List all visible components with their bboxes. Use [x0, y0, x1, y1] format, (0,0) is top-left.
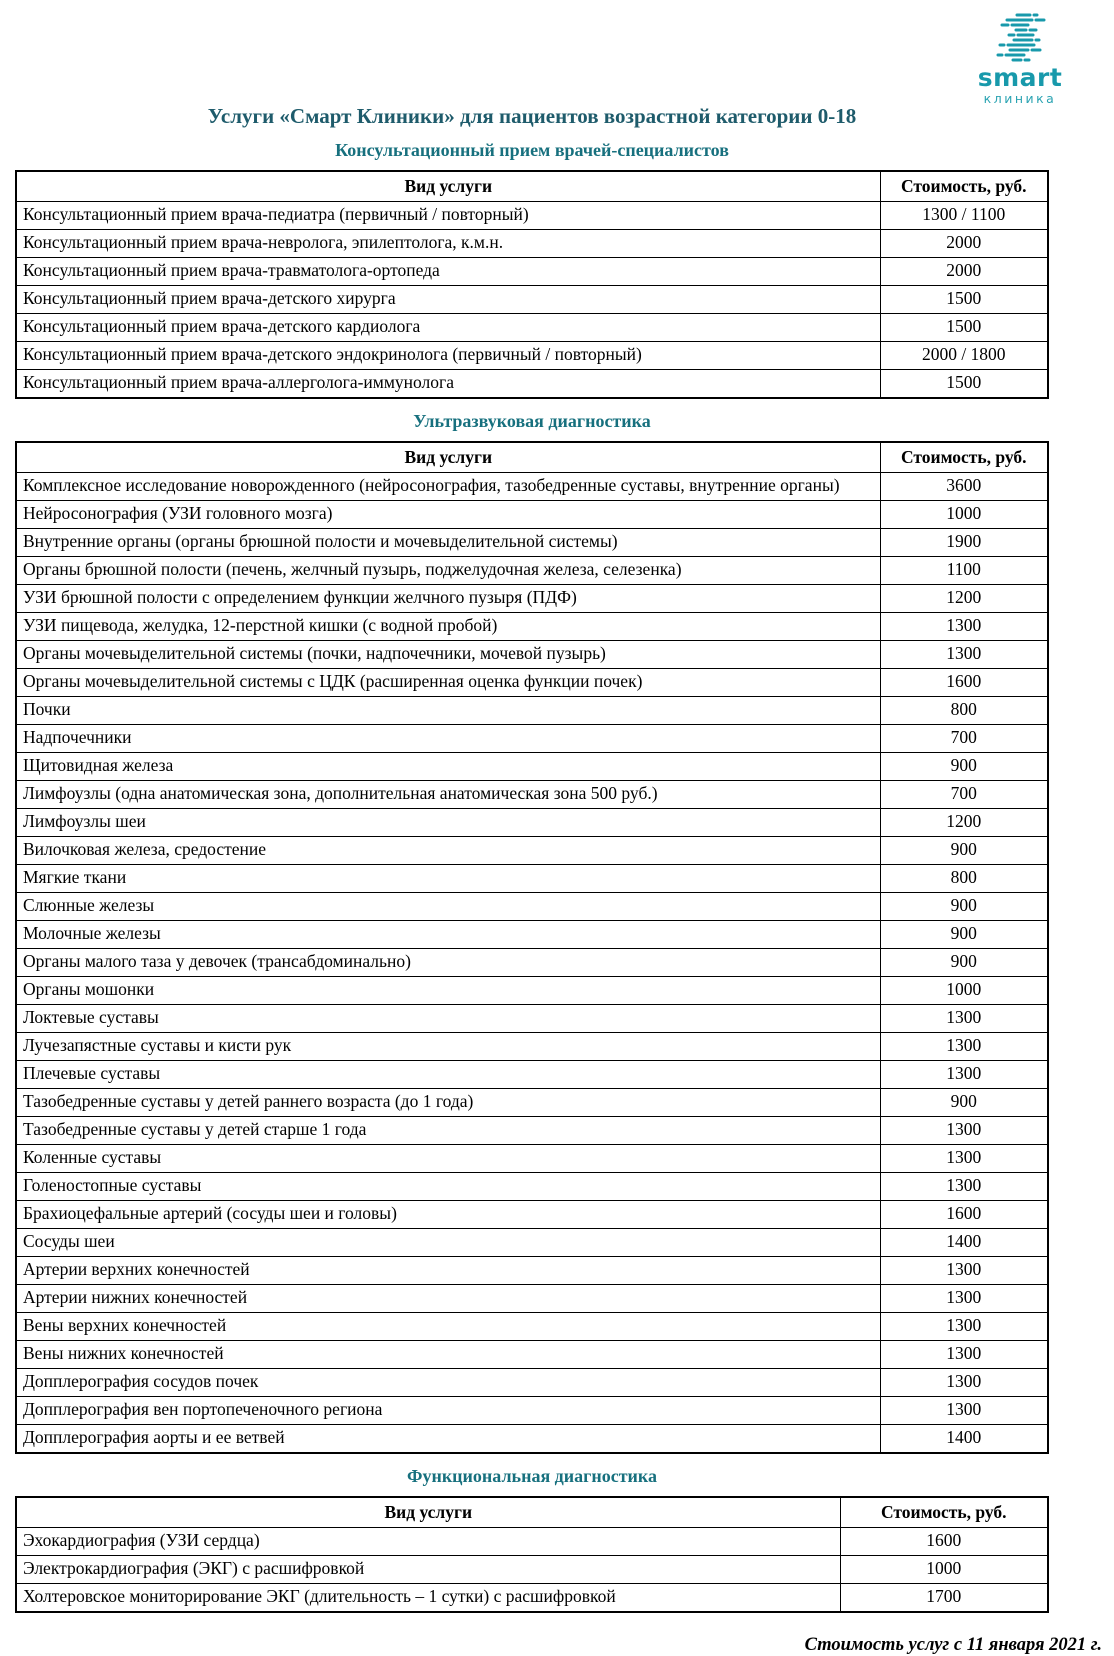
service-name-cell: Органы малого таза у девочек (трансабдоминально): [16, 948, 880, 976]
service-name-cell: Допплерография вен портопеченочного региона: [16, 1396, 880, 1424]
section-title: Функциональная диагностика: [406, 1465, 658, 1486]
column-header-service: Вид услуги: [16, 442, 880, 473]
header-row: [16, 1497, 1048, 1528]
price-cell: 1200: [880, 808, 1048, 836]
service-name-cell: Голеностопные суставы: [16, 1172, 880, 1200]
service-name-cell: Сосуды шеи: [16, 1228, 880, 1256]
price-cell: 1000: [880, 976, 1048, 1004]
price-cell: 3600: [880, 472, 1048, 500]
service-name-cell: Вилочковая железа, средостение: [16, 836, 880, 864]
price-row: [16, 892, 1048, 920]
price-row: [16, 1004, 1048, 1032]
price-table: [15, 441, 1049, 1454]
service-name-cell: Вены верхних конечностей: [16, 1312, 880, 1340]
service-name-cell: Плечевые суставы: [16, 1060, 880, 1088]
price-row: [16, 285, 1048, 313]
price-cell: 1600: [840, 1527, 1048, 1555]
service-name-cell: Артерии верхних конечностей: [16, 1256, 880, 1284]
price-section: [15, 141, 1049, 399]
service-name-cell: Консультационный прием врача-травматолога-ортопеда: [16, 257, 880, 285]
column-header-service: Вид услуги: [16, 1497, 840, 1528]
price-cell: 1700: [840, 1583, 1048, 1612]
price-row: [16, 201, 1048, 229]
clinic-logo: [970, 12, 1070, 106]
price-row: [16, 948, 1048, 976]
service-name-cell: Консультационный прием врача-детского хирурга: [16, 285, 880, 313]
service-name-cell: Органы мочевыделительной системы с ЦДК (расширенная оценка функции почек): [16, 668, 880, 696]
price-cell: 900: [880, 892, 1048, 920]
price-cell: 900: [880, 752, 1048, 780]
header-row: [16, 171, 1048, 202]
service-name-cell: Комплексное исследование новорожденного (нейросонография, тазобедренные суставы, внутренние органы): [16, 472, 880, 500]
service-name-cell: УЗИ брюшной полости с определением функции желчного пузыря (ПДФ): [16, 584, 880, 612]
price-cell: 1300: [880, 640, 1048, 668]
service-name-cell: Почки: [16, 696, 880, 724]
price-cell: 1300: [880, 1172, 1048, 1200]
price-cell: 1400: [880, 1228, 1048, 1256]
service-name-cell: Лимфоузлы (одна анатомическая зона, дополнительная анатомическая зона 500 руб.): [16, 780, 880, 808]
service-name-cell: Мягкие ткани: [16, 864, 880, 892]
service-name-cell: Нейросонография (УЗИ головного мозга): [16, 500, 880, 528]
price-cell: 800: [880, 864, 1048, 892]
service-name-cell: Консультационный прием врача-невролога, эпилептолога, к.м.н.: [16, 229, 880, 257]
service-name-cell: УЗИ пищевода, желудка, 12-перстной кишки (с водной пробой): [16, 612, 880, 640]
price-row: [16, 1144, 1048, 1172]
column-header-service: Вид услуги: [16, 171, 880, 202]
service-name-cell: Вены нижних конечностей: [16, 1340, 880, 1368]
price-cell: 900: [880, 1088, 1048, 1116]
service-name-cell: Лимфоузлы шеи: [16, 808, 880, 836]
price-cell: 1300: [880, 1004, 1048, 1032]
price-cell: 1300: [880, 1340, 1048, 1368]
price-row: [16, 1555, 1048, 1583]
price-row: [16, 612, 1048, 640]
price-cell: 1900: [880, 528, 1048, 556]
price-cell: 1300: [880, 1368, 1048, 1396]
service-name-cell: Артерии нижних конечностей: [16, 1284, 880, 1312]
price-row: [16, 257, 1048, 285]
price-cell: 2000: [880, 257, 1048, 285]
price-section: [15, 412, 1049, 1454]
price-row: [16, 864, 1048, 892]
price-row: [16, 1200, 1048, 1228]
service-name-cell: Электрокардиография (ЭКГ) с расшифровкой: [16, 1555, 840, 1583]
price-cell: 900: [880, 836, 1048, 864]
price-sections: [15, 141, 1049, 1612]
price-cell: 1000: [880, 500, 1048, 528]
price-row: [16, 1424, 1048, 1453]
price-row: [16, 1396, 1048, 1424]
price-row: [16, 1088, 1048, 1116]
service-name-cell: Консультационный прием врача-детского кардиолога: [16, 313, 880, 341]
service-name-cell: Допплерография сосудов почек: [16, 1368, 880, 1396]
price-row: [16, 1228, 1048, 1256]
section-title: Ультразвуковая диагностика: [413, 410, 651, 431]
price-cell: 1300: [880, 1312, 1048, 1340]
service-name-cell: Консультационный прием врача-педиатра (первичный / повторный): [16, 201, 880, 229]
service-name-cell: Эхокардиография (УЗИ сердца): [16, 1527, 840, 1555]
price-cell: 1300: [880, 1116, 1048, 1144]
service-name-cell: Холтеровское мониторирование ЭКГ (длительность – 1 сутки) с расшифровкой: [16, 1583, 840, 1612]
price-table: [15, 170, 1049, 399]
price-row: [16, 976, 1048, 1004]
price-row: [16, 556, 1048, 584]
column-header-price: Стоимость, руб.: [840, 1497, 1048, 1528]
price-row: [16, 1312, 1048, 1340]
price-row: [16, 341, 1048, 369]
price-row: [16, 1060, 1048, 1088]
service-name-cell: Лучезапястные суставы и кисти рук: [16, 1032, 880, 1060]
column-header-price: Стоимость, руб.: [880, 171, 1048, 202]
price-cell: 700: [880, 780, 1048, 808]
logo-subtitle-text: клиника: [983, 91, 1057, 106]
price-row: [16, 836, 1048, 864]
header-row: [16, 442, 1048, 473]
service-name-cell: Органы брюшной полости (печень, желчный пузырь, поджелудочная железа, селезенка): [16, 556, 880, 584]
price-cell: 1300: [880, 1060, 1048, 1088]
price-row: [16, 528, 1048, 556]
price-row: [16, 500, 1048, 528]
service-name-cell: Органы мочевыделительной системы (почки, надпочечники, мочевой пузырь): [16, 640, 880, 668]
service-name-cell: Консультационный прием врача-аллерголога-иммунолога: [16, 369, 880, 398]
effective-date-note: Стоимость услуг с 11 января 2021 г.: [804, 1634, 1102, 1655]
service-name-cell: Щитовидная железа: [16, 752, 880, 780]
price-cell: 1600: [880, 668, 1048, 696]
price-table: [15, 1496, 1049, 1613]
price-row: [16, 1284, 1048, 1312]
price-cell: 1400: [880, 1424, 1048, 1453]
price-cell: 1300: [880, 1396, 1048, 1424]
price-row: [16, 668, 1048, 696]
price-row: [16, 584, 1048, 612]
price-row: [16, 808, 1048, 836]
price-cell: 1000: [840, 1555, 1048, 1583]
price-cell: 900: [880, 920, 1048, 948]
price-row: [16, 752, 1048, 780]
price-cell: 1300: [880, 1284, 1048, 1312]
price-row: [16, 229, 1048, 257]
price-cell: 1300: [880, 1032, 1048, 1060]
service-name-cell: Надпочечники: [16, 724, 880, 752]
logo-brand-text: smart: [977, 63, 1063, 92]
smart-logo-icon: [970, 12, 1070, 64]
price-cell: 1300: [880, 612, 1048, 640]
price-row: [16, 640, 1048, 668]
page-title: Услуги «Смарт Клиники» для пациентов возрастной категории 0-18: [207, 104, 857, 128]
price-cell: 1100: [880, 556, 1048, 584]
price-cell: 1500: [880, 285, 1048, 313]
price-cell: 900: [880, 948, 1048, 976]
price-row: [16, 1032, 1048, 1060]
service-name-cell: Внутренние органы (органы брюшной полости и мочевыделительной системы): [16, 528, 880, 556]
column-header-price: Стоимость, руб.: [880, 442, 1048, 473]
price-row: [16, 696, 1048, 724]
price-row: [16, 472, 1048, 500]
price-row: [16, 369, 1048, 398]
price-row: [16, 1583, 1048, 1612]
service-name-cell: Слюнные железы: [16, 892, 880, 920]
price-cell: 1300: [880, 1256, 1048, 1284]
price-cell: 1600: [880, 1200, 1048, 1228]
price-row: [16, 724, 1048, 752]
price-row: [16, 1172, 1048, 1200]
price-row: [16, 1368, 1048, 1396]
price-cell: 1200: [880, 584, 1048, 612]
price-cell: 1500: [880, 369, 1048, 398]
price-row: [16, 313, 1048, 341]
service-name-cell: Коленные суставы: [16, 1144, 880, 1172]
price-cell: 1300 / 1100: [880, 201, 1048, 229]
price-row: [16, 780, 1048, 808]
price-row: [16, 1527, 1048, 1555]
price-row: [16, 1256, 1048, 1284]
price-section: [15, 1467, 1049, 1613]
service-name-cell: Консультационный прием врача-детского эндокринолога (первичный / повторный): [16, 341, 880, 369]
section-title: Консультационный прием врачей-специалистов: [335, 140, 729, 161]
service-name-cell: Молочные железы: [16, 920, 880, 948]
price-cell: 700: [880, 724, 1048, 752]
price-cell: 800: [880, 696, 1048, 724]
price-row: [16, 920, 1048, 948]
service-name-cell: Брахиоцефальные артерий (сосуды шеи и головы): [16, 1200, 880, 1228]
price-cell: 1300: [880, 1144, 1048, 1172]
service-name-cell: Тазобедренные суставы у детей старше 1 года: [16, 1116, 880, 1144]
service-name-cell: Локтевые суставы: [16, 1004, 880, 1032]
price-row: [16, 1116, 1048, 1144]
price-cell: 2000 / 1800: [880, 341, 1048, 369]
service-name-cell: Допплерография аорты и ее ветвей: [16, 1424, 880, 1453]
price-cell: 2000: [880, 229, 1048, 257]
price-cell: 1500: [880, 313, 1048, 341]
service-name-cell: Тазобедренные суставы у детей раннего возраста (до 1 года): [16, 1088, 880, 1116]
price-row: [16, 1340, 1048, 1368]
service-name-cell: Органы мошонки: [16, 976, 880, 1004]
